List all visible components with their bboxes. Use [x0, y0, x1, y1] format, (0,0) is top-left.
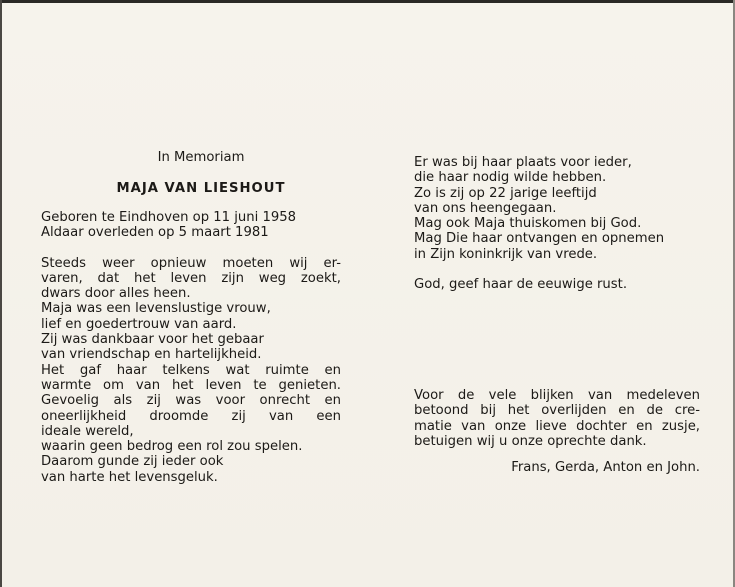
verse-line: Mag Die haar ontvangen en opnemen	[414, 231, 665, 247]
tribute-line: Zij was dankbaar voor het gebaar	[41, 332, 264, 348]
tribute-line: van harte het levensgeluk.	[41, 469, 218, 485]
tribute-line: oneerlijkheid droomde zij van een	[41, 408, 341, 424]
tribute-line: waarin geen bedrog een rol zou spelen.	[41, 439, 303, 455]
death-line: Aldaar overleden op 5 maart 1981	[41, 225, 269, 241]
dates-block	[41, 210, 341, 241]
family-signature: Frans, Gerda, Anton en John.	[511, 460, 700, 475]
tribute-line: Daarom gunde zij ieder ook	[41, 454, 224, 470]
birth-line: Geboren te Eindhoven op 11 juni 1958	[41, 210, 297, 225]
verse-line: Er was bij haar plaats voor ieder,	[414, 155, 632, 170]
tribute-text	[41, 256, 341, 485]
verse-line: Mag ook Maja thuiskomen bij God.	[414, 216, 642, 232]
thanks-line: betuigen wij u onze oprechte dank.	[414, 433, 647, 449]
tribute-line: lief en goedertrouw van aard.	[41, 316, 237, 332]
card-top-edge	[0, 0, 735, 3]
tribute-line: Gevoelig als zij was voor onrecht en	[41, 393, 341, 409]
thanks-line: matie van onze lieve dochter en zusje,	[414, 418, 700, 434]
left-column	[41, 150, 341, 485]
verse-line: van ons heengegaan.	[414, 200, 557, 216]
verse-line: die haar nodig wilde hebben.	[414, 170, 607, 186]
deceased-name: MAJA VAN LIESHOUT	[116, 181, 286, 196]
verse-line: Zo is zij op 22 jarige leeftijd	[414, 185, 597, 201]
tribute-line: Steeds weer opnieuw moeten wij er-	[41, 255, 341, 271]
verse-text	[414, 155, 719, 262]
tribute-line: Maja was een levenslustige vrouw,	[41, 301, 271, 317]
thanks-line: betoond bij het overlijden en de cre-	[414, 403, 700, 419]
tribute-line: ideale wereld,	[41, 423, 134, 439]
card-left-edge	[0, 0, 2, 587]
tribute-line: warmte om van het leven te genieten.	[41, 377, 341, 393]
tribute-line: Het gaf haar telkens wat ruimte en	[41, 362, 341, 378]
verse-line: in Zijn koninkrijk van vrede.	[414, 246, 598, 262]
right-column	[414, 155, 719, 292]
tribute-line: varen, dat het leven zijn weg zoekt,	[41, 270, 341, 286]
thanks-text	[414, 388, 700, 449]
prayer-line: God, geef haar de eeuwige rust.	[414, 277, 628, 293]
memoriam-heading: In Memoriam	[157, 150, 245, 165]
thanks-line: Voor de vele blijken van medeleven	[414, 388, 700, 403]
tribute-line: dwars door alles heen.	[41, 286, 191, 302]
tribute-line: van vriendschap en hartelijkheid.	[41, 347, 262, 363]
